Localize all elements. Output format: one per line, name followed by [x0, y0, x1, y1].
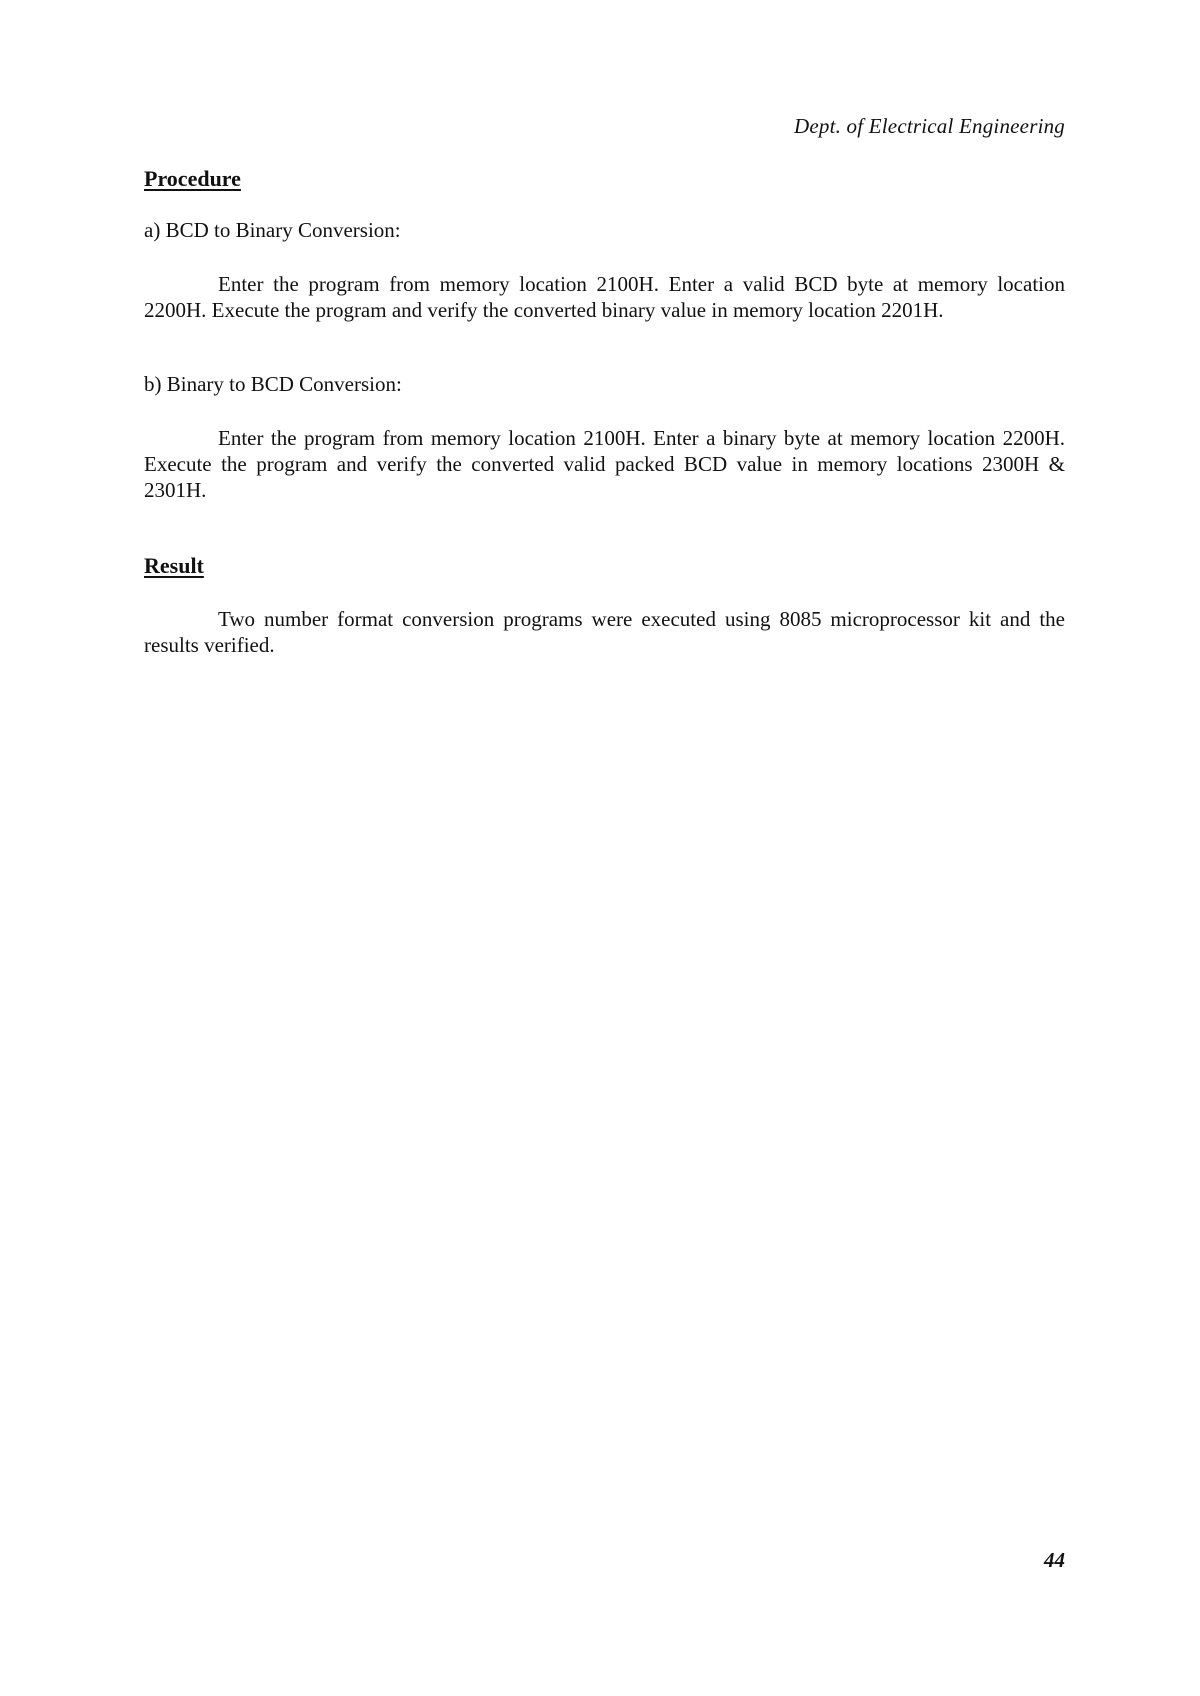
document-page [144, 0, 1065, 1696]
result-heading: Result [144, 553, 204, 578]
department-header: Dept. of Electrical Engineering [794, 114, 1065, 138]
part-a-paragraph: Enter the program from memory location 2100H. Enter a valid BCD byte at memory location 2200H. Execute the program and verify the converted binary value in memory location 2201H. [144, 272, 1065, 322]
page-number: 44 [1044, 1548, 1065, 1572]
part-b-paragraph: Enter the program from memory location 2100H. Enter a binary byte at memory location 2200H. Execute the program and verify the converted valid packed BCD value in memory locations 2300H & 2301H. [144, 426, 1065, 502]
procedure-heading: Procedure [144, 166, 241, 191]
result-paragraph: Two number format conversion programs were executed using 8085 microprocessor kit and the results verified. [144, 607, 1065, 657]
part-a-title: a) BCD to Binary Conversion: [144, 218, 401, 242]
part-b-title: b) Binary to BCD Conversion: [144, 372, 402, 396]
